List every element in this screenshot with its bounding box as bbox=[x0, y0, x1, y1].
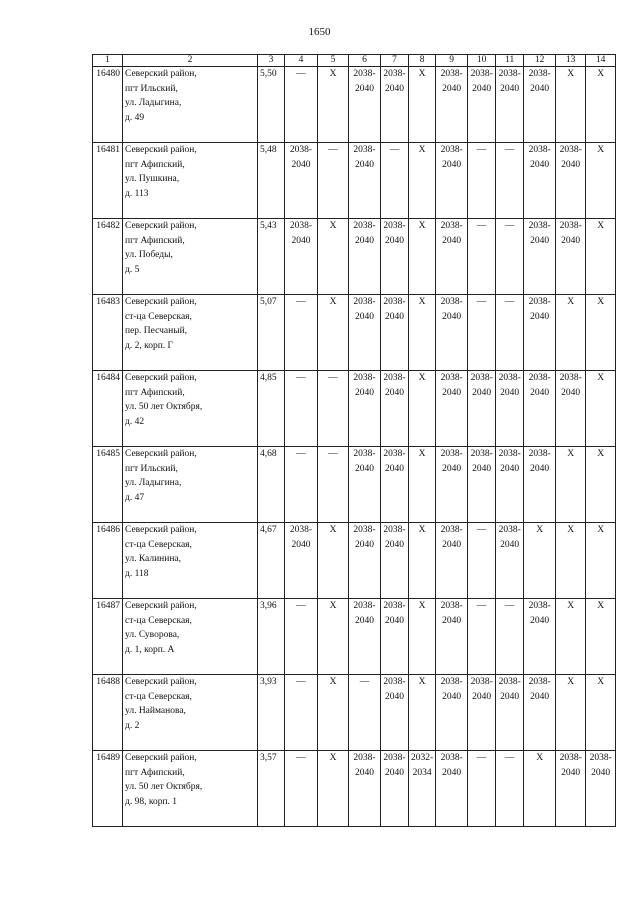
record-number: 16489 bbox=[93, 751, 123, 827]
period-cell: — bbox=[468, 295, 496, 371]
period-cell: 2038- 2040 bbox=[524, 675, 556, 751]
table-body bbox=[93, 67, 616, 827]
record-number: 16487 bbox=[93, 599, 123, 675]
period-cell: — bbox=[496, 295, 524, 371]
table-row bbox=[93, 447, 616, 523]
area-value: 4,67 bbox=[258, 523, 285, 599]
period-cell: 2038- 2040 bbox=[381, 751, 409, 827]
period-cell: 2038- 2040 bbox=[524, 447, 556, 523]
period-cell: 2038- 2040 bbox=[381, 371, 409, 447]
period-cell: 2038- 2040 bbox=[496, 67, 524, 143]
period-cell: 2038- 2040 bbox=[381, 675, 409, 751]
column-header: 8 bbox=[409, 55, 436, 67]
column-header: 13 bbox=[556, 55, 586, 67]
period-cell: 2038- 2040 bbox=[349, 219, 381, 295]
period-cell: — bbox=[468, 751, 496, 827]
period-cell: — bbox=[496, 751, 524, 827]
address-cell: Северский район, пгт Афипский, ул. 50 лет Октября, д. 42 bbox=[123, 371, 258, 447]
column-header: 1 bbox=[93, 55, 123, 67]
period-cell: — bbox=[468, 599, 496, 675]
period-cell: 2038- 2040 bbox=[496, 675, 524, 751]
table-row bbox=[93, 675, 616, 751]
period-cell: 2038- 2040 bbox=[381, 447, 409, 523]
period-cell: — bbox=[285, 371, 318, 447]
period-cell: — bbox=[496, 599, 524, 675]
period-cell: Х bbox=[556, 67, 586, 143]
period-cell: 2038- 2040 bbox=[349, 295, 381, 371]
page-number: 1650 bbox=[308, 26, 331, 38]
period-cell: — bbox=[285, 447, 318, 523]
column-header: 4 bbox=[285, 55, 318, 67]
period-cell: Х bbox=[556, 675, 586, 751]
table-row bbox=[93, 295, 616, 371]
period-cell: — bbox=[285, 295, 318, 371]
area-value: 4,68 bbox=[258, 447, 285, 523]
column-header: 5 bbox=[318, 55, 349, 67]
period-cell: Х bbox=[409, 295, 436, 371]
period-cell: Х bbox=[409, 371, 436, 447]
table-row bbox=[93, 599, 616, 675]
area-value: 5,48 bbox=[258, 143, 285, 219]
period-cell: 2038- 2040 bbox=[524, 67, 556, 143]
table-row bbox=[93, 371, 616, 447]
address-cell: Северский район, ст-ца Северская, ул. Найманова, д. 2 bbox=[123, 675, 258, 751]
column-header: 12 bbox=[524, 55, 556, 67]
period-cell: 2038- 2040 bbox=[436, 675, 468, 751]
period-cell: Х bbox=[409, 219, 436, 295]
address-cell: Северский район, пгт Афипский, ул. Победы, д. 5 bbox=[123, 219, 258, 295]
period-cell: 2038- 2040 bbox=[556, 143, 586, 219]
period-cell: Х bbox=[409, 143, 436, 219]
period-cell: 2038- 2040 bbox=[436, 447, 468, 523]
address-cell: Северский район, пгт Ильский, ул. Ладыгина, д. 47 bbox=[123, 447, 258, 523]
period-cell: 2038- 2040 bbox=[468, 67, 496, 143]
period-cell: Х bbox=[586, 523, 616, 599]
column-header: 14 bbox=[586, 55, 616, 67]
table-row bbox=[93, 751, 616, 827]
period-cell: 2038- 2040 bbox=[468, 371, 496, 447]
area-value: 4,85 bbox=[258, 371, 285, 447]
column-header: 3 bbox=[258, 55, 285, 67]
period-cell: Х bbox=[318, 751, 349, 827]
period-cell: Х bbox=[524, 751, 556, 827]
address-cell: Северский район, ст-ца Северская, пер. Песчаный, д. 2, корп. Г bbox=[123, 295, 258, 371]
period-cell: 2038- 2040 bbox=[436, 67, 468, 143]
column-header: 6 bbox=[349, 55, 381, 67]
period-cell: Х bbox=[556, 447, 586, 523]
period-cell: 2038- 2040 bbox=[349, 67, 381, 143]
period-cell: 2038- 2040 bbox=[349, 599, 381, 675]
period-cell: Х bbox=[586, 143, 616, 219]
period-cell: 2038- 2040 bbox=[381, 67, 409, 143]
period-cell: 2038- 2040 bbox=[285, 143, 318, 219]
period-cell: 2038- 2040 bbox=[524, 599, 556, 675]
table-row bbox=[93, 67, 616, 143]
period-cell: Х bbox=[318, 599, 349, 675]
period-cell: 2038- 2040 bbox=[496, 447, 524, 523]
period-cell: Х bbox=[586, 295, 616, 371]
period-cell: — bbox=[285, 599, 318, 675]
period-cell: — bbox=[318, 371, 349, 447]
column-header: 10 bbox=[468, 55, 496, 67]
period-cell: 2038- 2040 bbox=[285, 523, 318, 599]
column-header: 2 bbox=[123, 55, 258, 67]
period-cell: 2038- 2040 bbox=[285, 219, 318, 295]
address-cell: Северский район, пгт Ильский, ул. Ладыгина, д. 49 bbox=[123, 67, 258, 143]
period-cell: 2038- 2040 bbox=[349, 751, 381, 827]
period-cell: 2038- 2040 bbox=[556, 751, 586, 827]
address-cell: Северский район, ст-ца Северская, ул. Суворова, д. 1, корп. А bbox=[123, 599, 258, 675]
record-number: 16488 bbox=[93, 675, 123, 751]
period-cell: — bbox=[285, 67, 318, 143]
period-cell: 2038- 2040 bbox=[468, 675, 496, 751]
period-cell: 2038- 2040 bbox=[381, 219, 409, 295]
address-cell: Северский район, ст-ца Северская, ул. Калинина, д. 118 bbox=[123, 523, 258, 599]
table-row bbox=[93, 143, 616, 219]
period-cell: Х bbox=[318, 523, 349, 599]
record-number: 16480 bbox=[93, 67, 123, 143]
area-value: 3,96 bbox=[258, 599, 285, 675]
period-cell: 2038- 2040 bbox=[436, 523, 468, 599]
record-number: 16483 bbox=[93, 295, 123, 371]
period-cell: 2038- 2040 bbox=[556, 371, 586, 447]
period-cell: Х bbox=[556, 523, 586, 599]
period-cell: Х bbox=[318, 67, 349, 143]
period-cell: 2038- 2040 bbox=[381, 295, 409, 371]
area-value: 3,57 bbox=[258, 751, 285, 827]
period-cell: Х bbox=[556, 599, 586, 675]
record-number: 16481 bbox=[93, 143, 123, 219]
period-cell: 2038- 2040 bbox=[524, 295, 556, 371]
period-cell: Х bbox=[524, 523, 556, 599]
period-cell: Х bbox=[318, 219, 349, 295]
table-row bbox=[93, 219, 616, 295]
period-cell: Х bbox=[318, 675, 349, 751]
address-cell: Северский район, пгт Афипский, ул. 50 лет Октября, д. 98, корп. 1 bbox=[123, 751, 258, 827]
period-cell: 2038- 2040 bbox=[436, 143, 468, 219]
period-cell: Х bbox=[586, 447, 616, 523]
period-cell: 2038- 2040 bbox=[436, 599, 468, 675]
area-value: 3,93 bbox=[258, 675, 285, 751]
period-cell: 2038- 2040 bbox=[496, 523, 524, 599]
period-cell: 2038- 2040 bbox=[381, 523, 409, 599]
period-cell: Х bbox=[409, 599, 436, 675]
area-value: 5,50 bbox=[258, 67, 285, 143]
header-row bbox=[93, 55, 616, 67]
column-header: 11 bbox=[496, 55, 524, 67]
record-number: 16486 bbox=[93, 523, 123, 599]
period-cell: 2038- 2040 bbox=[524, 143, 556, 219]
register-table bbox=[92, 54, 616, 827]
period-cell: — bbox=[318, 143, 349, 219]
period-cell: Х bbox=[586, 67, 616, 143]
table-row bbox=[93, 523, 616, 599]
period-cell: 2038- 2040 bbox=[436, 751, 468, 827]
period-cell: Х bbox=[409, 447, 436, 523]
address-cell: Северский район, пгт Афипский, ул. Пушкина, д. 113 bbox=[123, 143, 258, 219]
period-cell: Х bbox=[586, 599, 616, 675]
period-cell: 2038- 2040 bbox=[349, 143, 381, 219]
period-cell: 2038- 2040 bbox=[586, 751, 616, 827]
column-header: 9 bbox=[436, 55, 468, 67]
period-cell: Х bbox=[556, 295, 586, 371]
period-cell: — bbox=[468, 143, 496, 219]
period-cell: Х bbox=[409, 523, 436, 599]
period-cell: Х bbox=[409, 67, 436, 143]
period-cell: Х bbox=[586, 675, 616, 751]
period-cell: 2038- 2040 bbox=[436, 371, 468, 447]
period-cell: 2038- 2040 bbox=[349, 523, 381, 599]
record-number: 16482 bbox=[93, 219, 123, 295]
record-number: 16485 bbox=[93, 447, 123, 523]
period-cell: Х bbox=[318, 295, 349, 371]
area-value: 5,43 bbox=[258, 219, 285, 295]
period-cell: — bbox=[496, 143, 524, 219]
period-cell: 2038- 2040 bbox=[524, 219, 556, 295]
period-cell: 2038- 2040 bbox=[468, 447, 496, 523]
period-cell: — bbox=[285, 751, 318, 827]
period-cell: — bbox=[468, 523, 496, 599]
period-cell: 2038- 2040 bbox=[349, 447, 381, 523]
period-cell: — bbox=[496, 219, 524, 295]
record-number: 16484 bbox=[93, 371, 123, 447]
period-cell: 2038- 2040 bbox=[436, 219, 468, 295]
period-cell: 2038- 2040 bbox=[496, 371, 524, 447]
period-cell: Х bbox=[586, 371, 616, 447]
period-cell: — bbox=[349, 675, 381, 751]
period-cell: 2038- 2040 bbox=[556, 219, 586, 295]
period-cell: — bbox=[381, 143, 409, 219]
period-cell: 2032- 2034 bbox=[409, 751, 436, 827]
period-cell: Х bbox=[586, 219, 616, 295]
column-header: 7 bbox=[381, 55, 409, 67]
period-cell: — bbox=[285, 675, 318, 751]
period-cell: 2038- 2040 bbox=[349, 371, 381, 447]
area-value: 5,07 bbox=[258, 295, 285, 371]
period-cell: Х bbox=[409, 675, 436, 751]
period-cell: 2038- 2040 bbox=[436, 295, 468, 371]
period-cell: — bbox=[318, 447, 349, 523]
period-cell: 2038- 2040 bbox=[381, 599, 409, 675]
period-cell: — bbox=[468, 219, 496, 295]
period-cell: 2038- 2040 bbox=[524, 371, 556, 447]
